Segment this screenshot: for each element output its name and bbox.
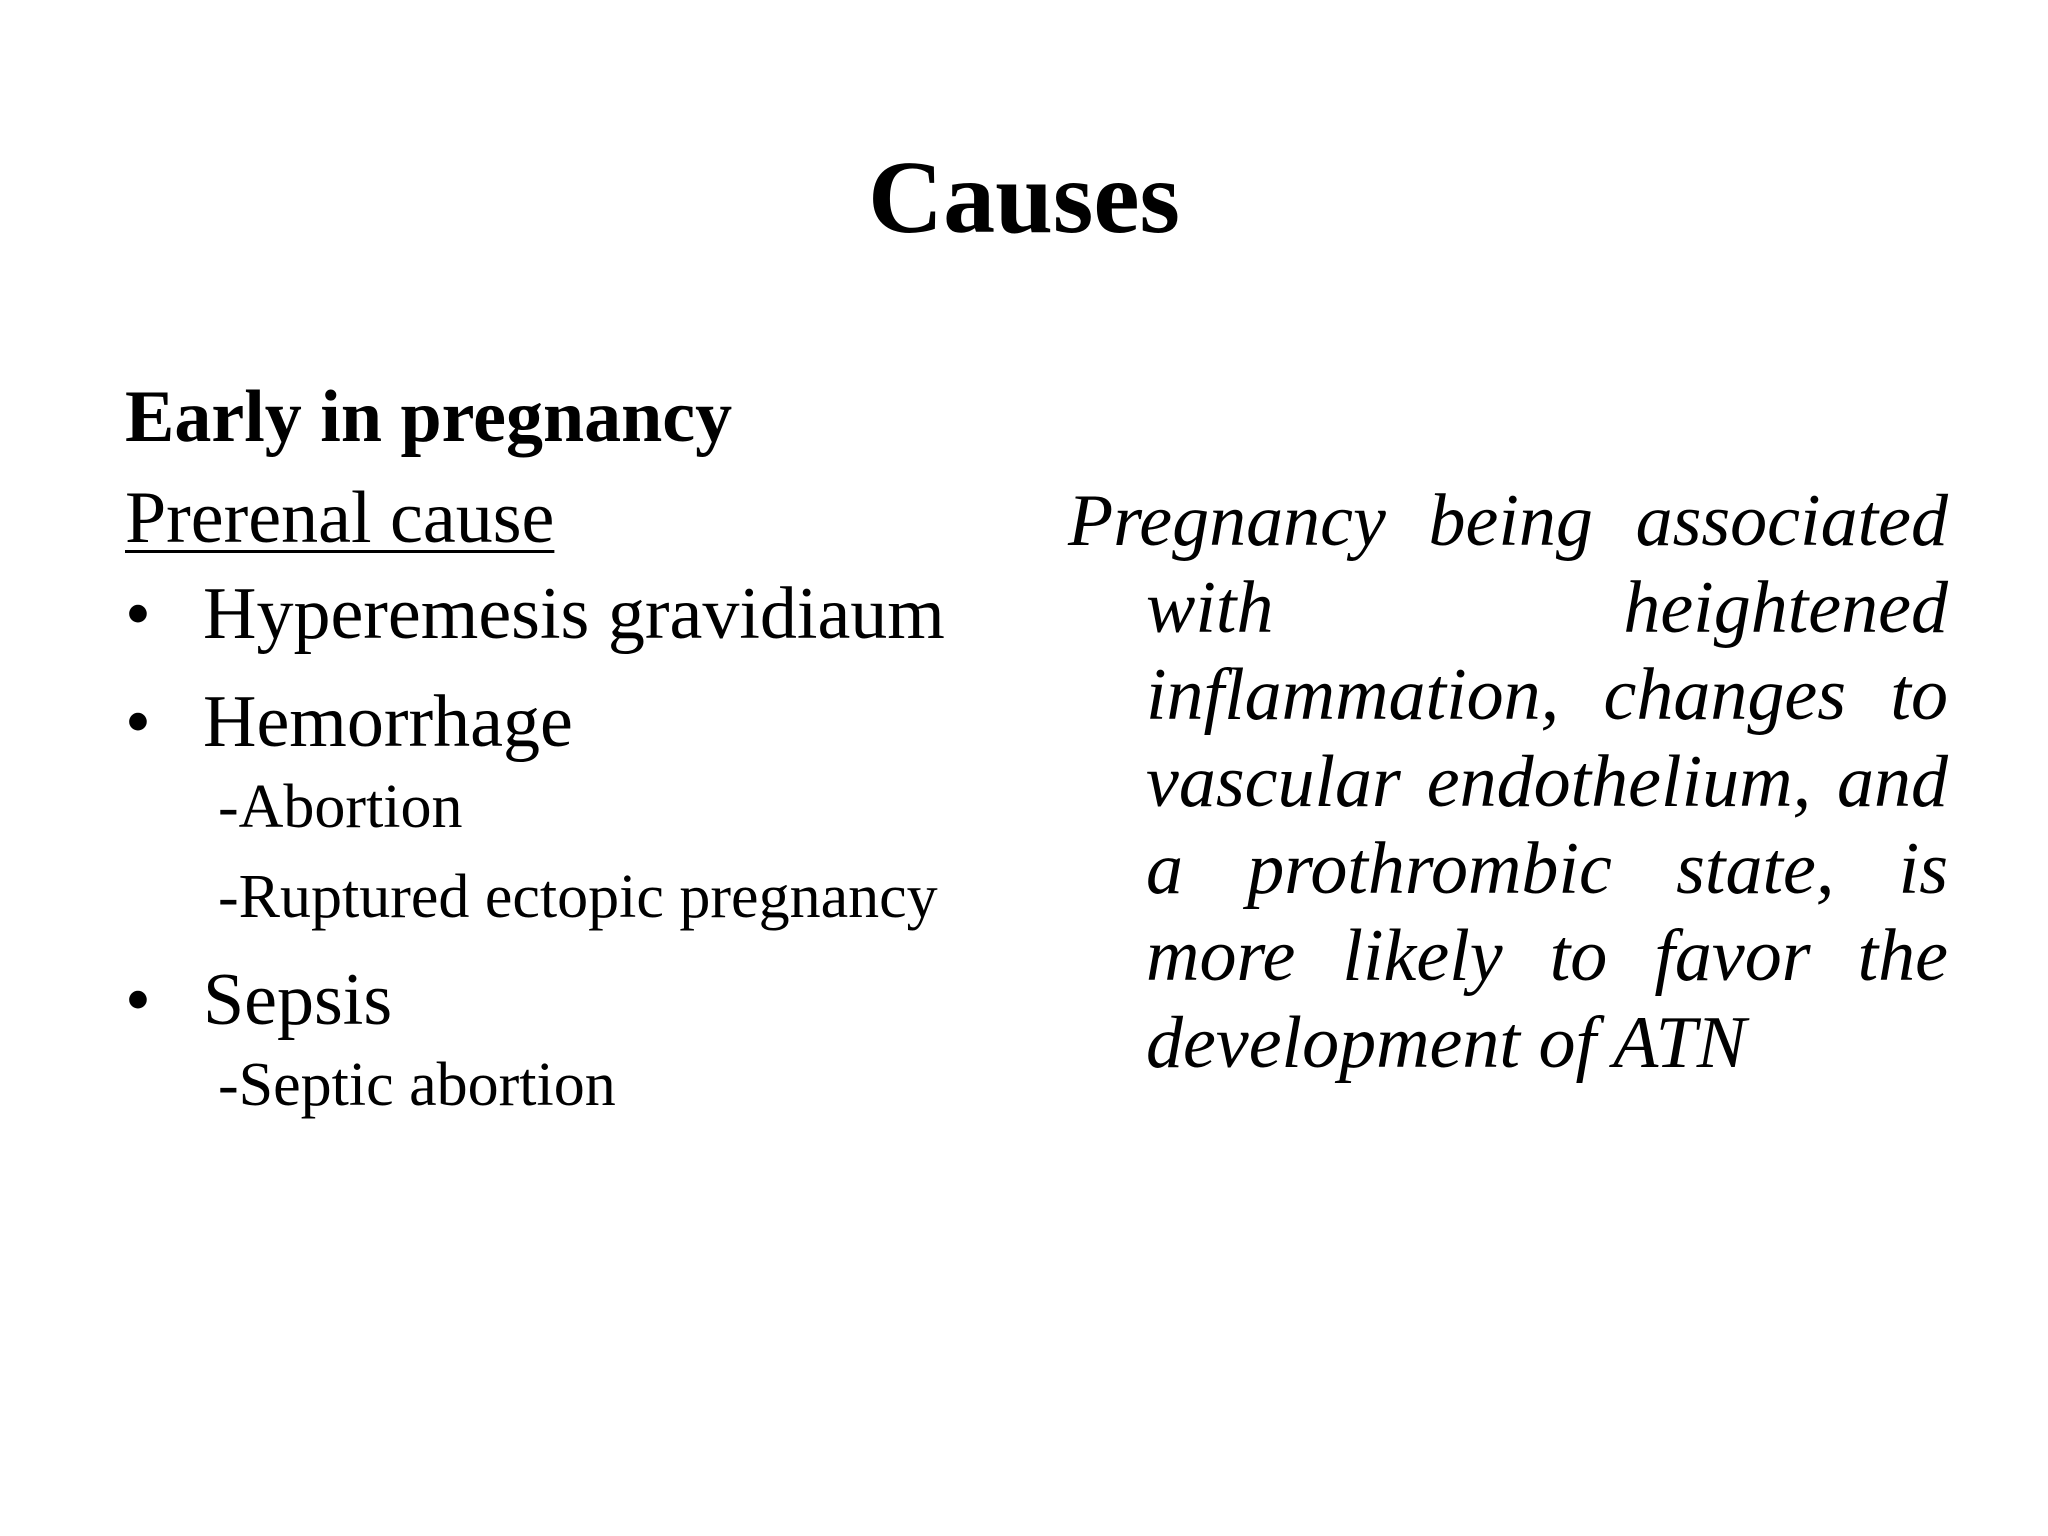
sub-list-item: -Abortion bbox=[218, 773, 463, 841]
bullet-icon: • bbox=[125, 681, 151, 763]
section-heading: Early in pregnancy bbox=[125, 376, 733, 458]
causes-list bbox=[125, 572, 945, 1122]
sub-list bbox=[203, 770, 945, 934]
list-item bbox=[125, 572, 945, 656]
sub-list-item: -Septic abortion bbox=[218, 1051, 616, 1119]
slide-title: Causes bbox=[867, 140, 1181, 255]
bullet-icon: • bbox=[125, 573, 151, 655]
sub-list bbox=[203, 1048, 945, 1122]
bullet-label: Sepsis bbox=[203, 959, 393, 1041]
bullet-label: Hyperemesis gravidiaum bbox=[203, 573, 945, 655]
explanation-paragraph: Pregnancy being associated with heightened inflammation, changes to vascular endothelium, and a prothrombic state, is more likely to favor the development of ATN bbox=[1068, 480, 1948, 1084]
list-item bbox=[125, 680, 945, 934]
left-column bbox=[125, 368, 945, 1146]
bullet-label: Hemorrhage bbox=[203, 681, 573, 763]
bullet-icon: • bbox=[125, 959, 151, 1041]
right-column bbox=[1068, 478, 1948, 1087]
list-item bbox=[125, 958, 945, 1122]
subheading-prerenal-cause: Prerenal cause bbox=[125, 477, 555, 559]
sub-list-item: -Ruptured ectopic pregnancy bbox=[218, 863, 938, 931]
